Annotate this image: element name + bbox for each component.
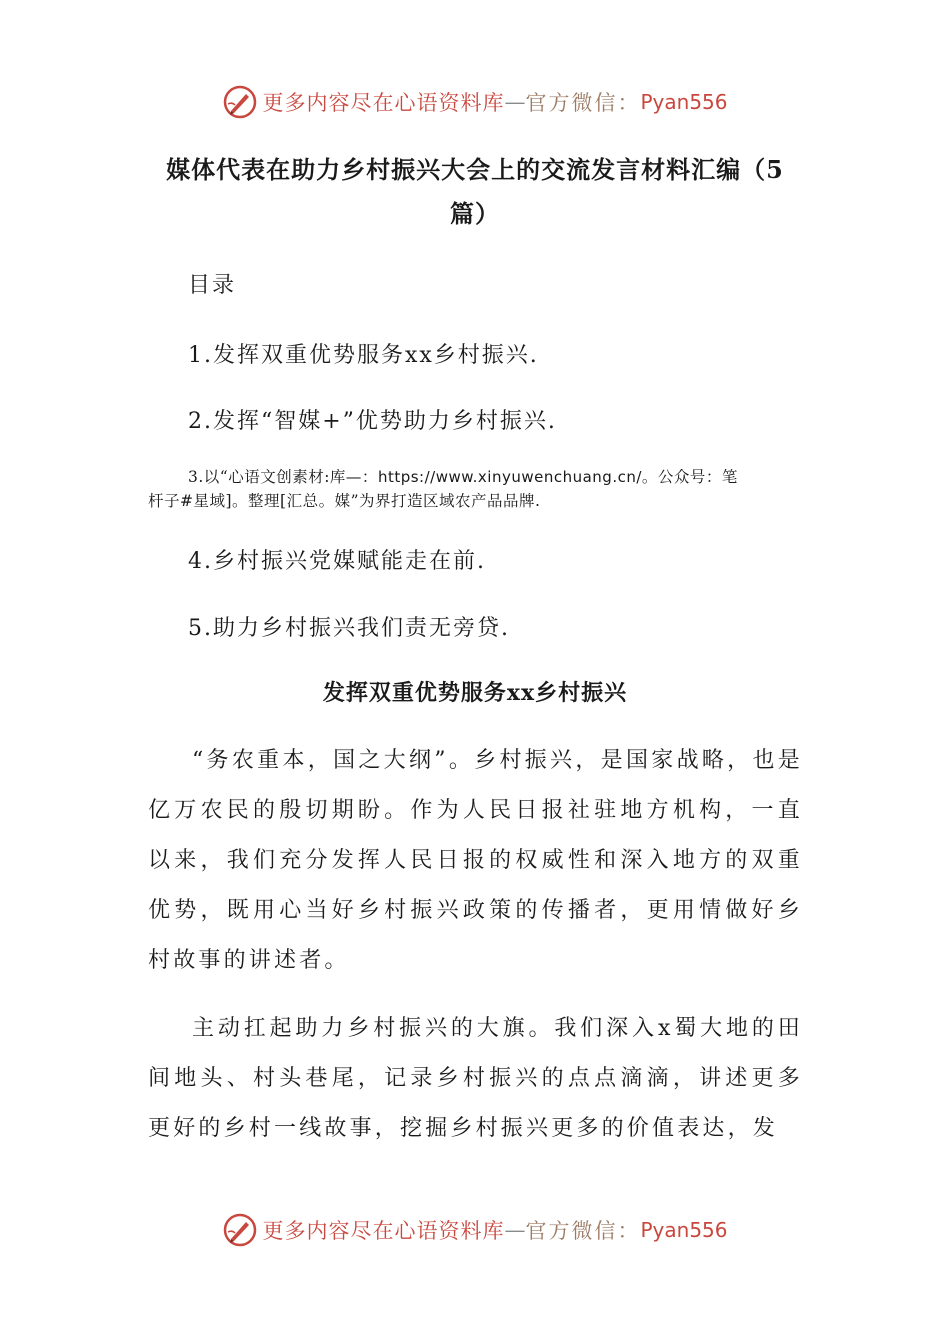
pen-logo-icon xyxy=(222,84,258,120)
watermark-text: 更多内容尽在心语资料库 xyxy=(262,1219,505,1243)
toc-item-3-prefix: 3.以“心语文创素材:库—： xyxy=(188,468,378,486)
watermark-banner-top xyxy=(0,80,950,124)
toc-heading: 目录 xyxy=(188,273,237,298)
toc-item-3-url: https://www.xinyuwenchuang.cn/ xyxy=(377,468,642,486)
section-title: 发挥双重优势服务xx乡村振兴 xyxy=(322,680,628,706)
watermark-separator: — xyxy=(504,90,526,114)
toc-item-3-line2: 杆子#星域]。整理[汇总。媒”为界打造区域农产品品牌. xyxy=(148,492,541,510)
toc-item-3-line1 xyxy=(148,465,803,489)
watermark-text: 更多内容尽在心语资料库 xyxy=(262,91,505,115)
body-paragraph-1: “务农重本，国之大纲”。乡村振兴，是国家战略，也是亿万农民的殷切期盼。作为人民日报社驻地方机构，一直以来，我们充分发挥人民日报的权威性和深入地方的双重优势，既用心当好乡村振兴政策的传播者，更用情做好乡村故事的讲述者。 xyxy=(148,748,803,973)
toc-item-3 xyxy=(148,465,803,513)
document-title: 媒体代表在助力乡村振兴大会上的交流发言材料汇编（5篇） xyxy=(166,155,784,228)
toc-item-5: 5.助力乡村振兴我们责无旁贷. xyxy=(188,616,510,641)
watermark-wechat-label: 官方微信： xyxy=(525,1219,641,1243)
watermark-wechat-label: 官方微信： xyxy=(525,91,641,115)
toc-item-1: 1.发挥双重优势服务xx乡村振兴. xyxy=(188,343,539,368)
toc-item-2: 2.发挥“智媒+”优势助力乡村振兴. xyxy=(188,409,557,434)
body-paragraph-2: 主动扛起助力乡村振兴的大旗。我们深入x蜀大地的田间地头、村头巷尾，记录乡村振兴的点点滴滴，讲述更多更好的乡村一线故事，挖掘乡村振兴更多的价值表达，发 xyxy=(148,1016,803,1141)
watermark-banner-bottom xyxy=(0,1208,950,1252)
watermark-wechat-id: Pyan556 xyxy=(640,90,728,114)
watermark-wechat-id: Pyan556 xyxy=(640,1218,728,1242)
watermark-separator: — xyxy=(504,1218,526,1242)
toc-item-3-suffix: 。公众号：笔 xyxy=(641,468,738,486)
toc-item-4: 4.乡村振兴党媒赋能走在前. xyxy=(188,549,486,574)
pen-logo-icon xyxy=(222,1212,258,1248)
